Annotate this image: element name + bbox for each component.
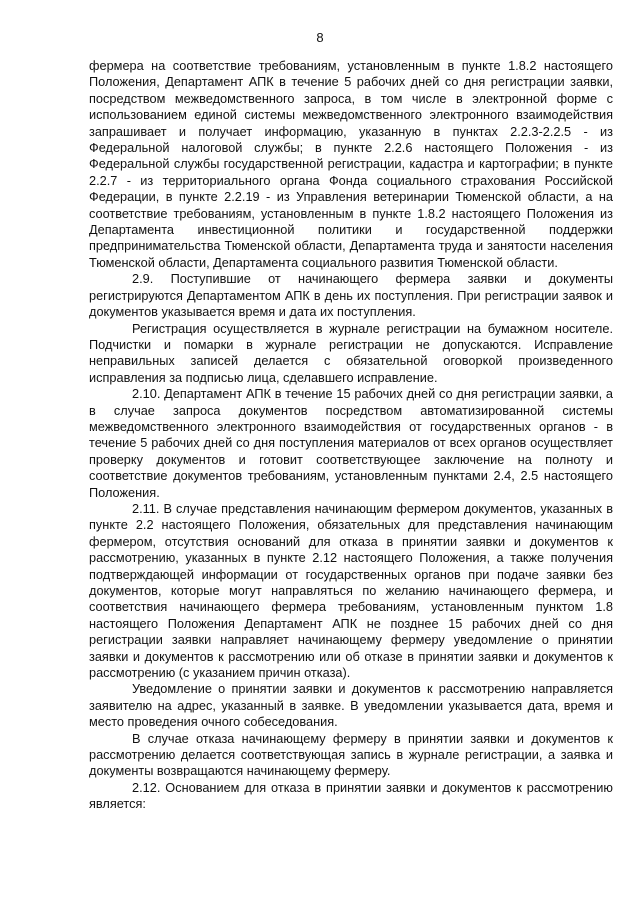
paragraph-2-11: 2.11. В случае представления начинающим фермером документов, указанных в пункте 2.2 настоящего Положения, обязательных для представления начинающим фермером, отсутствия оснований для отказа в принятии заявки и документов к рассмотрению, указанных в пункте 2.12 настоящего Положения, а также получения подтверждающей информации от государственных органов при подаче заявки без документов, которые могут направляться по желанию начинающего фермера, и соответствия начинающего фермера требованиям, установленным пунктом 1.8 настоящего Положения Департамент АПК не позднее 15 рабочих дней со дня регистрации заявки направляет начинающему фермеру уведомление о принятии заявки и документов к рассмотрению или об отказе в принятии заявки и документов к рассмотрению (с указанием причин отказа).	[89, 500, 613, 681]
document-body	[89, 58, 613, 813]
paragraph-2-9: 2.9. Поступившие от начинающего фермера заявки и документы регистрируются Департаментом АПК в день их поступления. При регистрации заявок и документов указывается время и дата их поступления.	[89, 271, 613, 320]
paragraph-registration: Регистрация осуществляется в журнале регистрации на бумажном носителе. Подчистки и помарки в журнале регистрации не допускаются. Исправление неправильных записей делается с обязательной оговоркой произведенного исправления за подписью лица, сделавшего исправление.	[89, 320, 613, 385]
paragraph-2-12: 2.12. Основанием для отказа в принятии заявки и документов к рассмотрению является:	[89, 779, 613, 812]
page-number: 8	[316, 30, 324, 45]
paragraph-2-10: 2.10. Департамент АПК в течение 15 рабочих дней со дня регистрации заявки, а в случае запроса документов посредством автоматизированной системы межведомственного электронного взаимодействия от государственных органов - в течение 5 рабочих дней со дня поступления материалов от всех органов осуществляет проверку документов и готовит соответствующее заключение на полноту и соответствие документов требованиям, установленным пунктами 2.4, 2.5 настоящего Положения.	[89, 386, 613, 500]
paragraph-notification: Уведомление о принятии заявки и документов к рассмотрению направляется заявителю на адрес, указанный в заявке. В уведомлении указывается дата, время и место проведения очного собеседования.	[89, 681, 613, 730]
paragraph-refusal: В случае отказа начинающему фермеру в принятии заявки и документов к рассмотрению делается соответствующая запись в журнале регистрации, а заявка и документы возвращаются начинающему фермеру.	[89, 730, 613, 779]
paragraph-continuation: фермера на соответствие требованиям, установленным в пункте 1.8.2 настоящего Положения, Департамент АПК в течение 5 рабочих дней со дня регистрации заявки, посредством межведомственного запроса, в том числе в электронной форме с использованием единой системы межведомственного электронного взаимодействия запрашивает и получает информацию, указанную в пунктах 2.2.3-2.2.5 - из Федеральной налоговой службы; в пункте 2.2.6 настоящего Положения - из Федеральной службы государственной регистрации, кадастра и картографии; в пункте 2.2.7 - из территориального органа Фонда социального страхования Российской Федерации, в пункте 2.2.19 - из Управления ветеринарии Тюменской области, а на соответствие требованиям, установленным в пункте 1.8.2 настоящего Положения из Департамента инвестиционной политики и государственной поддержки предпринимательства Тюменской области, Департамента труда и занятости населения Тюменской области, Департамента социального развития Тюменской области.	[89, 58, 613, 270]
